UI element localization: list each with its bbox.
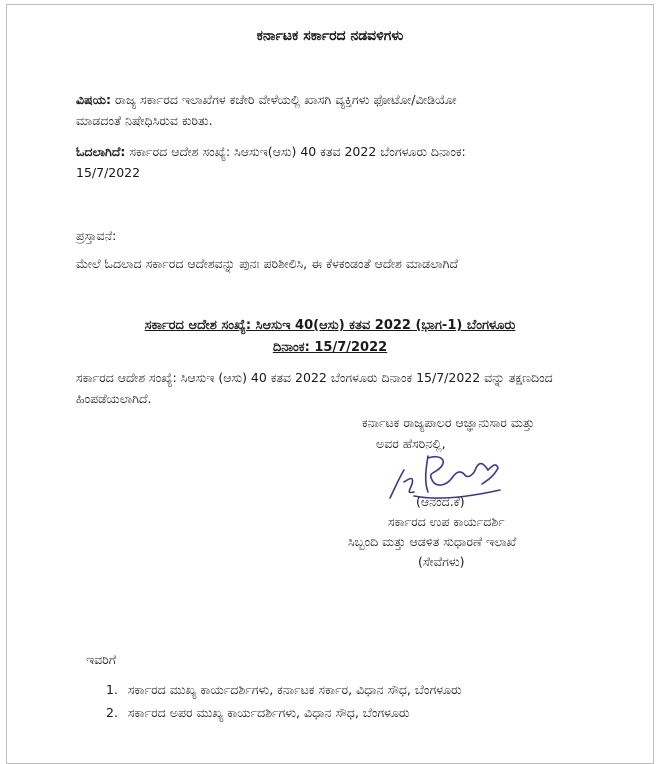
- list-item: [106, 680, 462, 700]
- read-label: ಓದಲಾಗಿದೆ:: [76, 144, 126, 159]
- list-item: [106, 703, 409, 723]
- list-item-text: ಸರ್ಕಾರದ ಅಪರ ಮುಖ್ಯ ಕಾರ್ಯದರ್ಶಿಗಳು, ವಿಧಾನ ಸೌಧ, ಬೆಂಗಳೂರು: [127, 705, 410, 720]
- list-item-number: 2.: [106, 705, 118, 720]
- read-line-1: [76, 142, 466, 162]
- subject-label: ವಿಷಯ:: [76, 92, 111, 107]
- list-item-text: ಸರ್ಕಾರದ ಮುಖ್ಯ ಕಾರ್ಯದರ್ಶಿಗಳು, ಕರ್ನಾಟಕ ಸರ್ಕಾರ, ವಿಧಾನ ಸೌಧ, ಬೆಂಗಳೂರು: [127, 682, 462, 697]
- subject-text: ರಾಜ್ಯ ಸರ್ಕಾರದ ಇಲಾಖೆಗಳ ಕಚೇರಿ ವೇಳೆಯಲ್ಲಿ ಖಾಸಗಿ ವ್ಯಕ್ತಿಗಳು ಫೋಟೋ/ವೀಡಿಯೋ: [110, 92, 457, 107]
- order-heading-line-2: ದಿನಾಂಕ: 15/7/2022: [272, 340, 388, 355]
- order-text-line-1: ಸರ್ಕಾರದ ಆದೇಶ ಸಂಖ್ಯೆ: ಸಿಆಸುಇ (ಆಸು) 40 ಕತವ 2022 ಬೆಂಗಳೂರು ದಿನಾಂಕ 15/7/2022 ವನ್ನು ತಕ್ಷಣದಿಂದ: [76, 370, 553, 385]
- order-text-line-2: ಹಿಂಪಡೆಯಲಾಗಿದೆ.: [76, 391, 152, 406]
- preamble-text: ಮೇಲೆ ಓದಲಾದ ಸರ್ಕಾರದ ಆದೇಶವನ್ನು ಪುನಃ ಪರಿಶೀಲಿಸಿ, ಈ ಕೆಳಕಂಡಂತೆ ಆದೇಶ ಮಾಡಲಾಗಿದೆ: [76, 256, 459, 271]
- subject-line-1: [76, 90, 457, 110]
- recipients-label: ಇವರಿಗೆ: [86, 652, 117, 667]
- list-item-number: 1.: [106, 682, 118, 697]
- order-heading-line-1: ಸರ್ಕಾರದ ಆದೇಶ ಸಂಖ್ಯೆ: ಸಿಆಸುಇ 40(ಆಸು) ಕತವ 2022 (ಭಾಗ-1) ಬೆಂಗಳೂರು: [144, 318, 516, 333]
- designation-line-2: ಸಿಬ್ಬಂದಿ ಮತ್ತು ಆಡಳಿತ ಸುಧಾರಣೆ ಇಲಾಖೆ: [348, 534, 517, 549]
- designation-line-3: (ಸೇವೆಗಳು): [418, 554, 465, 569]
- read-text: ಸರ್ಕಾರದ ಆದೇಶ ಸಂಖ್ಯೆ: ಸಿಆಸುಇ(ಆಸು) 40 ಕತವ 2022 ಬೆಂಗಳೂರು ದಿನಾಂಕ:: [125, 144, 466, 159]
- document-title: ಕರ್ನಾಟಕ ಸರ್ಕಾರದ ನಡವಳಿಗಳು: [256, 28, 404, 44]
- signature-authority-line-2: ಅವರ ಹೆಸರಿನಲ್ಲಿ,: [376, 436, 446, 451]
- preamble-label: ಪ್ರಸ್ತಾವನೆ:: [76, 228, 117, 243]
- designation-line-1: ಸರ್ಕಾರದ ಉಪ ಕಾರ್ಯದರ್ಶಿ: [388, 514, 505, 529]
- signature-authority-line-1: ಕರ್ನಾಟಕ ರಾಜ್ಯಪಾಲರ ಆಜ್ಞಾನುಸಾರ ಮತ್ತು: [362, 415, 535, 430]
- read-line-2: 15/7/2022: [76, 165, 141, 180]
- signer-name: (ಆನಂದ.ಕೆ): [416, 494, 465, 509]
- subject-line-2: ಮಾಡದಂತೆ ನಿಷೇಧಿಸಿರುವ ಕುರಿತು.: [76, 113, 213, 128]
